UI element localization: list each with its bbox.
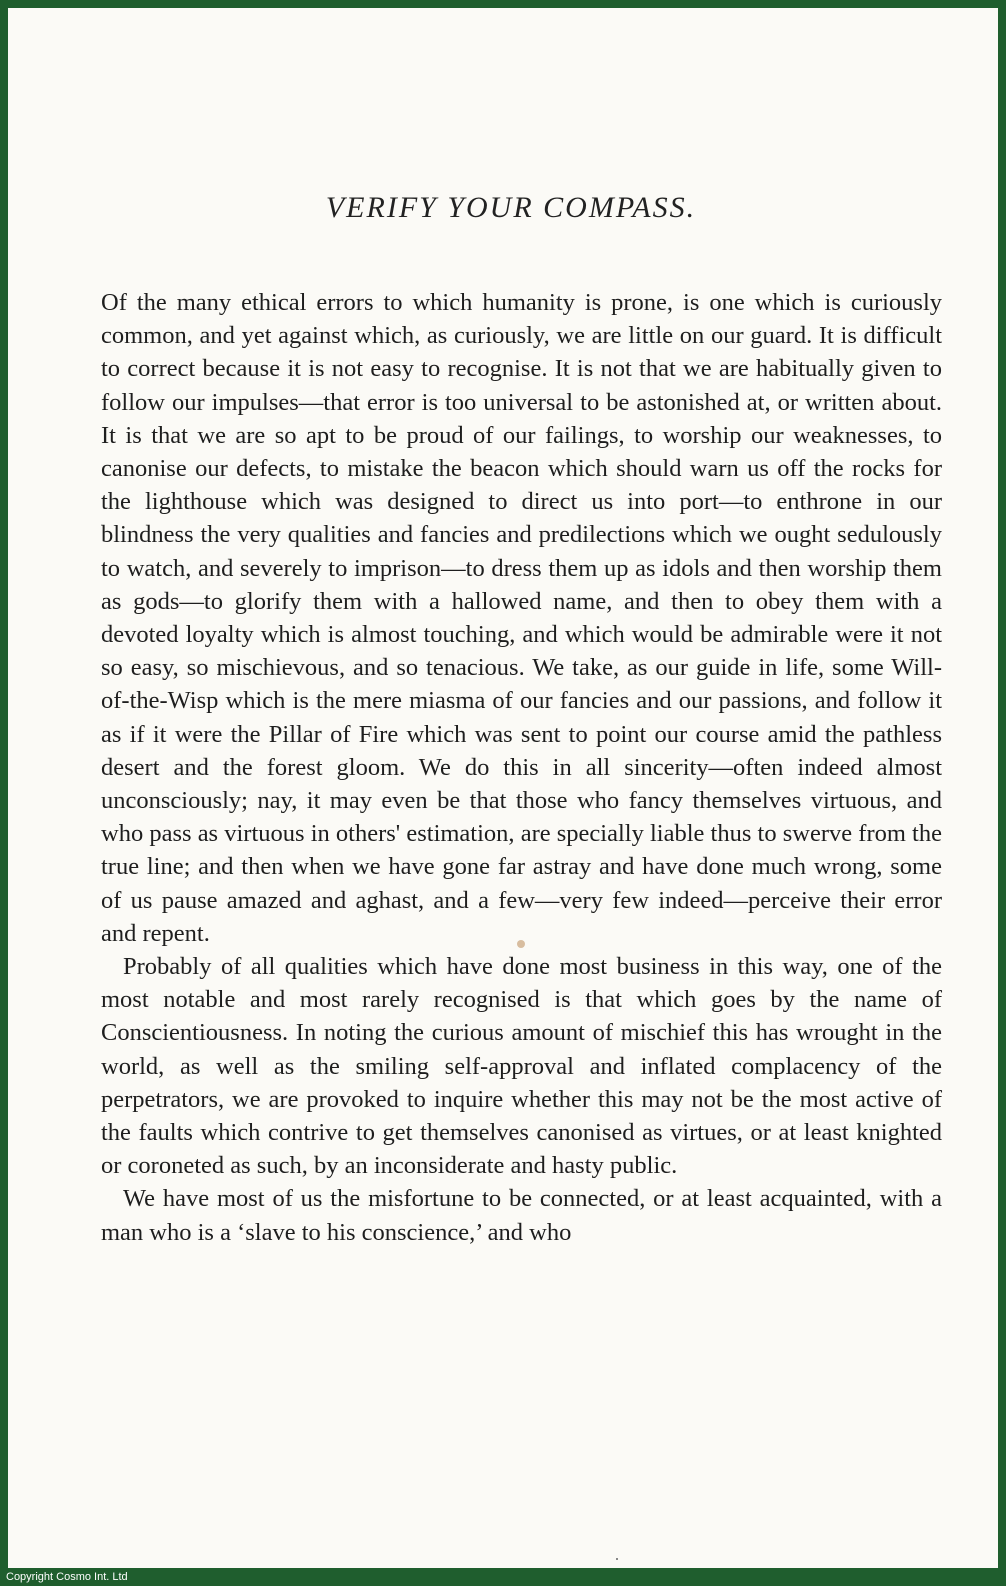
article-body — [101, 286, 942, 1249]
page-title: VERIFY YOUR COMPASS. — [325, 191, 697, 224]
copyright-notice: Copyright Cosmo Int. Ltd — [6, 1571, 128, 1583]
print-mark — [616, 1558, 618, 1560]
paragraph-3: We have most of us the misfortune to be connected, or at least acquainted, with a man who is a ‘slave to his conscience,’ and who — [101, 1185, 942, 1246]
paragraph-2: Probably of all qualities which have done most business in this way, one of the most notable and most rarely recognised is that which goes by the name of Conscientiousness. In noting the curious amount of mischief this has wrought in the world, as well as the smiling self-approval and inflated complacency of the perpetrators, we are provoked to inquire whether this may not be the most active of the faults which contrive to get themselves canonised as virtues, or at least knighted or coroneted as such, by an inconsiderate and hasty public. — [101, 953, 942, 1180]
book-page — [8, 8, 998, 1568]
paragraph-1: Of the many ethical errors to which humanity is prone, is one which is curiously common, and yet against which, as curiously, we are little on our guard. It is difficult to correct because it is not easy to recognise. It is not that we are habitually given to follow our impulses—that error is too universal to be astonished at, or written about. It is that we are so apt to be proud of our failings, to worship our weaknesses, to canonise our defects, to mistake the beacon which should warn us off the rocks for the lighthouse which was designed to direct us into port—to enthrone in our blindness the very qualities and fancies and predilections which we ought sedulously to watch, and severely to imprison—to dress them up as idols and then worship them as gods—to glorify them with a hallowed name, and then to obey them with a devoted loyalty which is almost touching, and which would be admirable were it not so easy, so mischievous, and so tenacious. We take, as our guide in life, some Will-of-the-Wisp which is the mere miasma of our fancies and our passions, and follow it as if it were the Pillar of Fire which was sent to point our course amid the pathless desert and the forest gloom. We do this in all sincerity—often indeed almost unconsciously; nay, it may even be that those who fancy themselves virtuous, and who pass as virtuous in others' estimation, are specially liable thus to swerve from the true line; and then when we have gone far astray and have done much wrong, some of us pause amazed and aghast, and a few—very few indeed—perceive their error and repent. — [101, 289, 942, 947]
paper-stain — [517, 940, 525, 948]
